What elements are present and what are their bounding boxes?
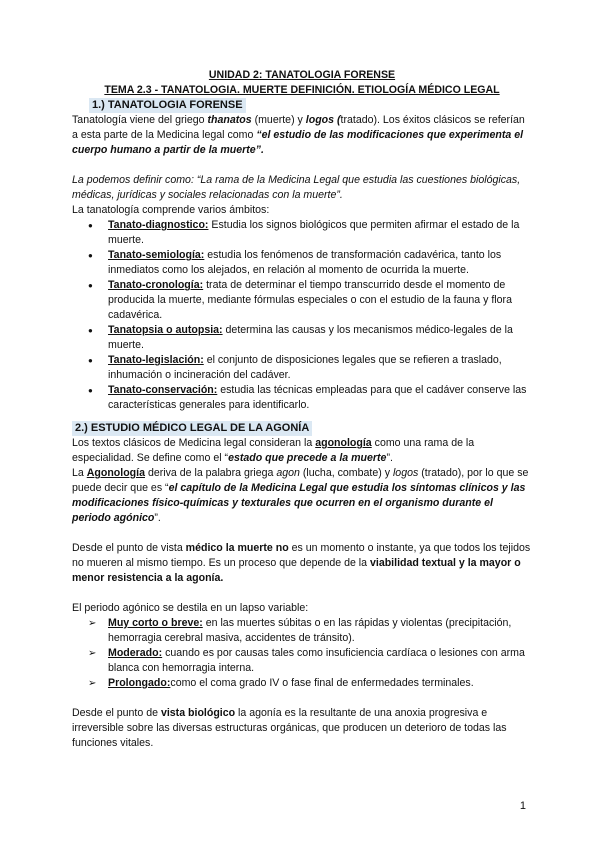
text-bold: vista biológico (160, 707, 236, 719)
text-bold: viabilidad textual y la mayor o menor resistencia a la agonía. (72, 557, 521, 584)
text: ”. (154, 512, 161, 524)
list-item (88, 323, 532, 353)
sec2-paragraph-4: El periodo agónico se destila en un lapso variable: (72, 602, 309, 614)
desc: estudia las técnicas empleadas para que el cadáver conserve las características generales para identificarlo. (108, 384, 527, 411)
section-2-heading: 2.) ESTUDIO MÉDICO LEGAL DE LA AGONÍA (72, 421, 312, 436)
text-quote: “el estudio de las modificaciones que experimenta el cuerpo humano a partir de la muerte”. (72, 129, 524, 156)
text-agonologia: Agonología (86, 467, 145, 479)
desc: estudia los fenómenos de transformación cadavérica, tanto los inmediatos como los alejados, en relación al momento de ocurrida la muerte. (108, 249, 502, 276)
text-bold: médico la muerte no (185, 542, 289, 554)
list-item (88, 353, 532, 383)
term: Prolongado: (108, 677, 171, 689)
sec1-intro-list: La tanatología comprende varios ámbitos: (72, 204, 270, 216)
sec2-paragraph-5 (72, 706, 532, 751)
term: Muy corto o breve: (108, 617, 203, 629)
sec2-paragraph-1 (72, 436, 532, 466)
text: ”. (386, 452, 393, 464)
term: Tanato-legislación: (108, 354, 204, 366)
list-item (88, 646, 532, 676)
text: es un momento o instante, ya que todos los tejidos no mueren al mismo tiempo. Es un proceso que depende de la (72, 542, 531, 569)
text: Tanatología viene del griego (72, 114, 208, 126)
sec2-list (72, 616, 532, 691)
sec1-heading-wrap (72, 98, 532, 113)
text-agonologia: agonología (315, 437, 372, 449)
sec2-paragraph-3 (72, 541, 532, 586)
sec1-paragraph-1 (72, 113, 532, 158)
text: la agonía es la resultante de una anoxia progresiva e irreversible sobre las diversas estructuras orgánicas, que producen un deterioro de todas las funciones vitales. (72, 707, 507, 749)
sec1-list (72, 218, 532, 413)
term: Tanatopsia o autopsia: (108, 324, 223, 336)
term: Moderado: (108, 647, 163, 659)
text-def: estado que precede a la muerte (228, 452, 387, 464)
page-number: 1 (519, 800, 526, 812)
text: La podemos definir como: “La rama de la Medicina Legal que estudia las cuestiones biológicas, médicas, jurídicas y sociales relacionadas con la muerte”. (72, 174, 521, 201)
desc: como el coma grado IV o fase final de enfermedades terminales. (170, 677, 474, 689)
desc: determina las causas y los mecanismos médico-legales de la muerte. (108, 324, 513, 351)
text-logos: logos (392, 467, 419, 479)
desc: cuando es por causas tales como insuficiencia cardíaca o lesiones con arma blanca con hemorragia interna. (108, 647, 525, 674)
section-1-heading: 1.) TANATOLOGIA FORENSE (89, 98, 246, 113)
topic-title: TEMA 2.3 - TANATOLOGIA. MUERTE DEFINICIÓN. ETIOLOGÍA MÉDICO LEGAL (104, 84, 500, 96)
text: Desde el punto de (72, 707, 161, 719)
term: Tanato-semiología: (108, 249, 205, 261)
text: (muerte) y (251, 114, 306, 126)
sec1-definition (72, 173, 532, 203)
list-item (88, 278, 532, 323)
text-quote: el capítulo de la Medicina Legal que estudia los síntomas clínicos y las modificaciones físico-químicas y texturales que ocurren en el organismo durante el periodo agónico (72, 482, 526, 524)
list-item (88, 248, 532, 278)
list-item (88, 218, 532, 248)
text: como una rama de la especialidad. Se define como el “ (72, 437, 475, 464)
desc: trata de determinar el tiempo transcurrido desde el momento de producida la muerte, mediante fórmulas especiales o con el estudio de la fauna y flora cadavérica. (108, 279, 512, 321)
text: Desde el punto de vista (72, 542, 186, 554)
text-thanatos: thanatos (207, 114, 252, 126)
list-item (88, 616, 532, 646)
list-item (88, 383, 532, 413)
desc: el conjunto de disposiciones legales que se refieren a traslado, inhumación o incineración del cadáver. (108, 354, 502, 381)
unit-title: UNIDAD 2: TANATOLOGIA FORENSE (208, 69, 396, 81)
desc: Estudia los signos biológicos que permiten afirmar el estado de la muerte. (108, 219, 520, 246)
text: Los textos clásicos de Medicina legal consideran la (72, 437, 316, 449)
term: Tanato-diagnostico: (108, 219, 209, 231)
text: tratado). Los éxitos clásicos se referían a esta parte de la Medicina legal como (72, 114, 525, 141)
text: deriva de la palabra griega (145, 467, 277, 479)
text-logos: logos ( (305, 114, 341, 126)
list-item (88, 676, 532, 691)
text: (tratado), por lo que se puede decir que es “ (72, 467, 529, 494)
document-page (72, 68, 532, 751)
sec2-paragraph-2 (72, 466, 532, 526)
text-agon: agon (276, 467, 300, 479)
text: La (72, 467, 87, 479)
term: Tanato-cronología: (108, 279, 204, 291)
text: (lucha, combate) y (299, 467, 393, 479)
term: Tanato-conservación: (108, 384, 218, 396)
desc: en las muertes súbitas o en las rápidas y violentas (precipitación, hemorragia cerebral masiva, accidentes de tránsito). (108, 617, 512, 644)
